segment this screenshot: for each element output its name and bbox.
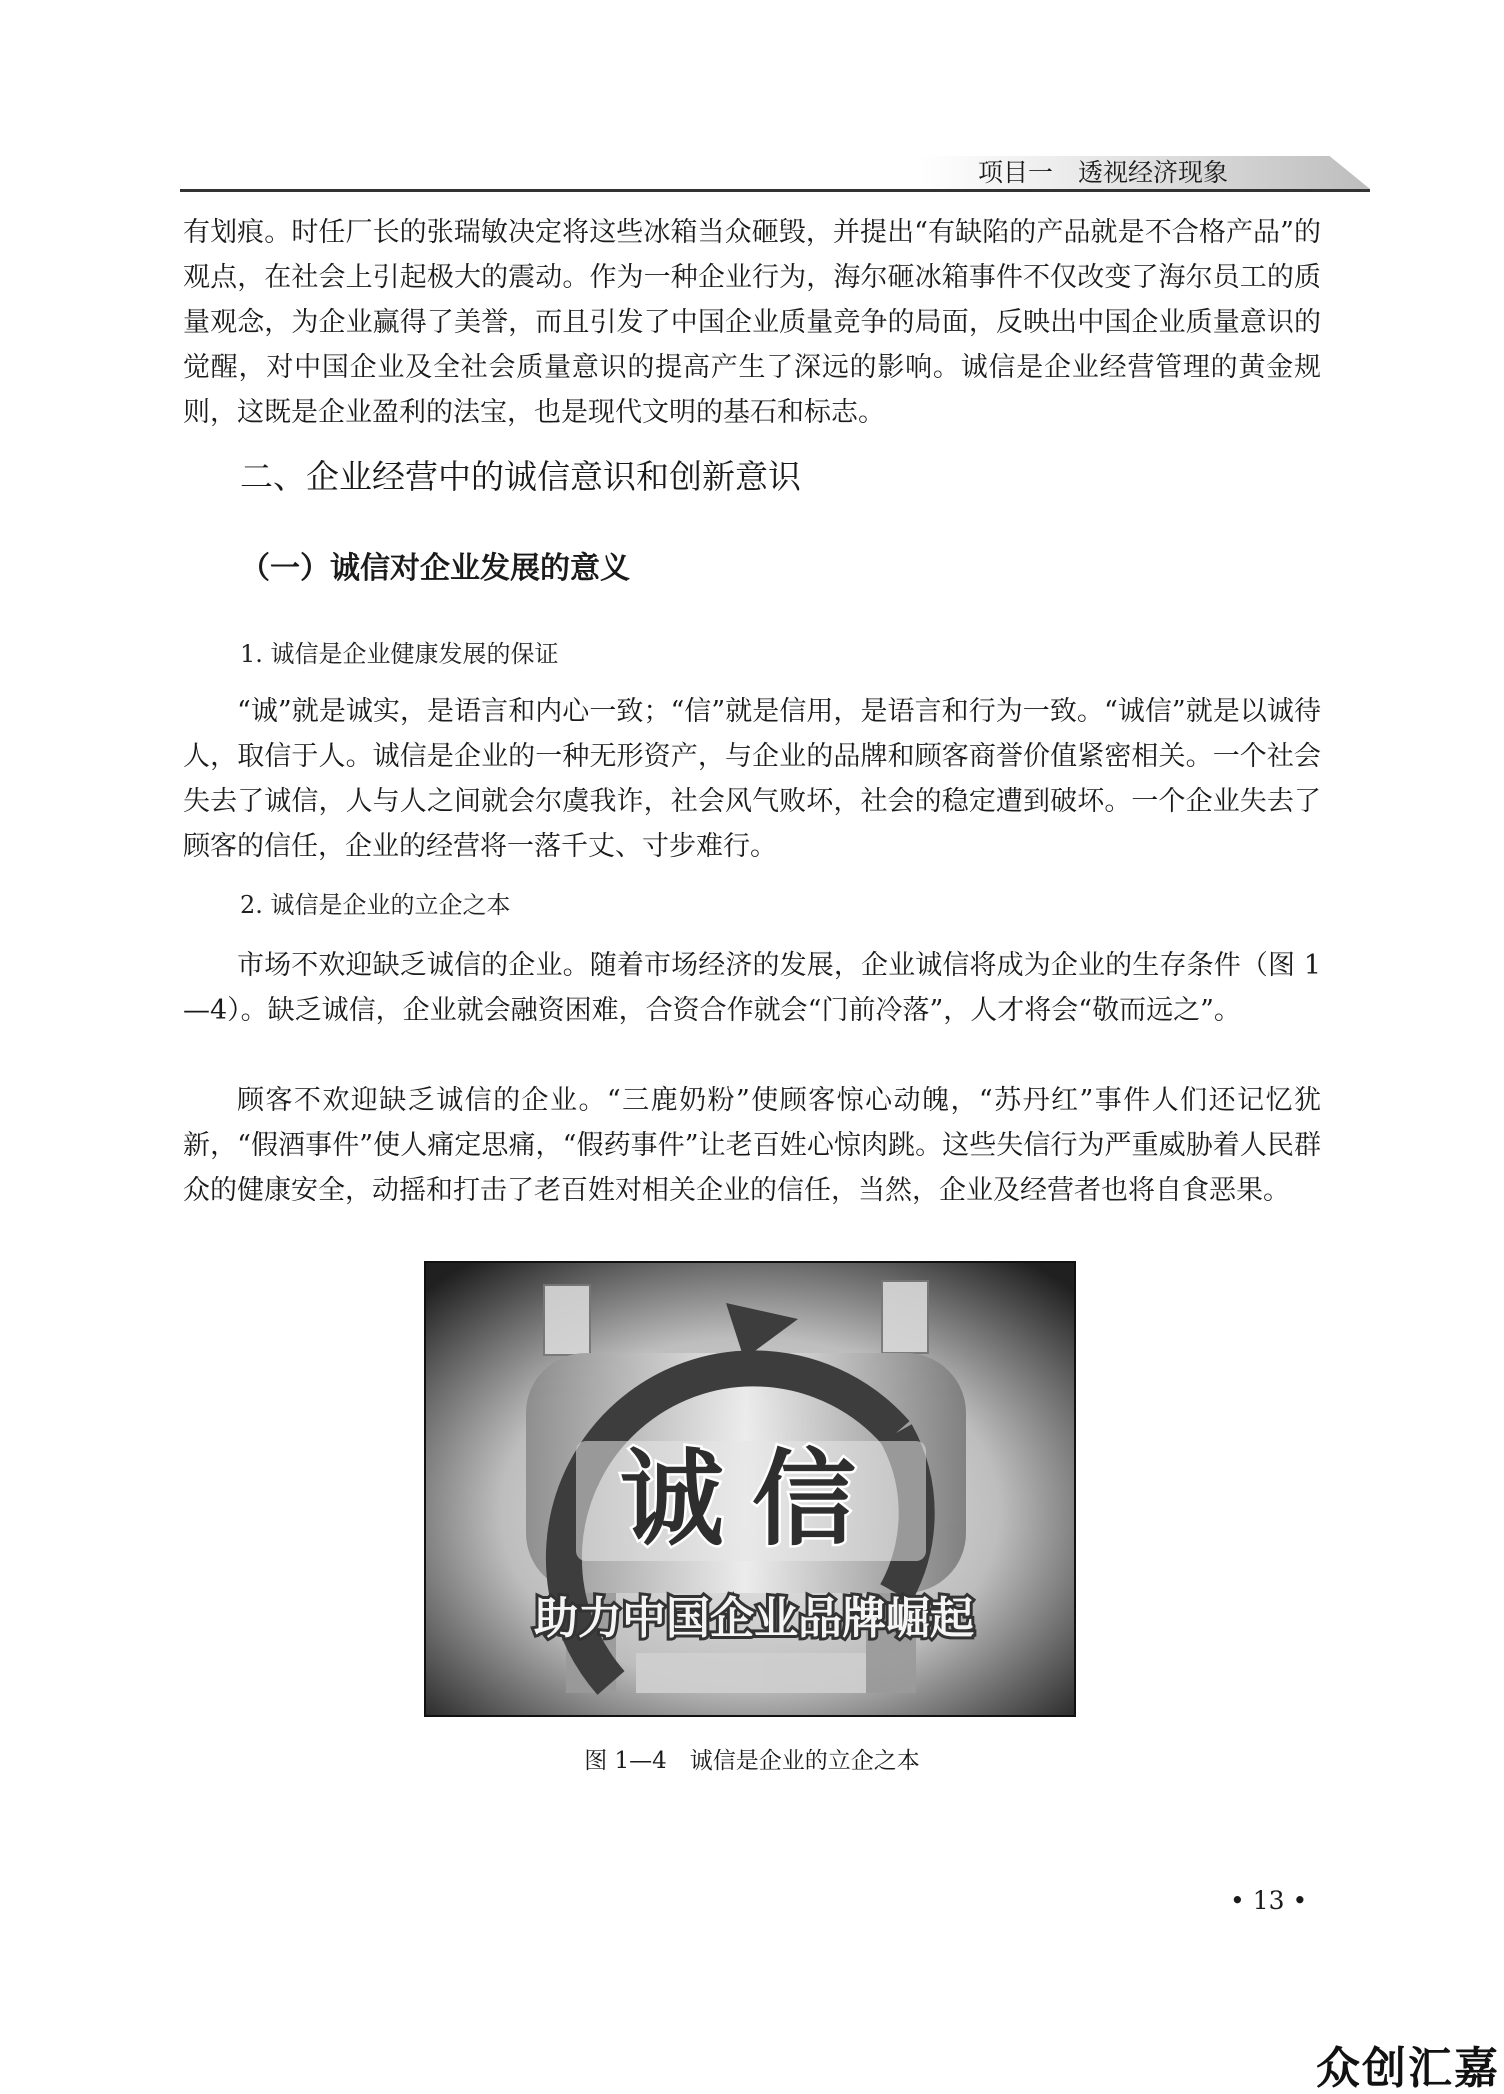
watermark-text: 众创汇嘉	[1316, 2043, 1500, 2094]
paragraph-integrity-definition: “诚”就是诚实，是语言和内心一致；“信”就是信用，是语言和行为一致。“诚信”就是以诚待人，取信于人。诚信是企业的一种无形资产，与企业的品牌和顾客商誉价值紧密相关。一个社会失去了诚信，人与人之间就会尔虞我诈，社会风气败坏，社会的稳定遭到破坏。一个企业失去了顾客的信任，企业的经营将一落千丈、寸步难行。	[183, 696, 1321, 862]
subsection-heading: （一）诚信对企业发展的意义	[240, 551, 630, 586]
page-number: • 13 •	[1230, 1886, 1308, 1915]
poster-illustration	[426, 1263, 1074, 1715]
figure-integrity-poster	[424, 1261, 1076, 1717]
item-heading-2: 2. 诚信是企业的立企之本	[240, 891, 511, 919]
paragraph-customers: 顾客不欢迎缺乏诚信的企业。“三鹿奶粉”使顾客惊心动魄，“苏丹红”事件人们还记忆犹新，“假酒事件”使人痛定思痛，“假药事件”让老百姓心惊肉跳。这些失信行为严重威胁着人民群众的健康安全，动摇和打击了老百姓对相关企业的信任，当然，企业及经营者也将自食恶果。	[183, 1085, 1321, 1206]
poster-main-text: 诚信	[619, 1438, 885, 1560]
header-rule	[180, 189, 1370, 192]
section-heading: 二、企业经营中的诚信意识和创新意识	[240, 457, 801, 496]
poster-slogan: 助力中国企业品牌崛起	[534, 1593, 974, 1644]
running-header	[180, 156, 1370, 192]
item-heading-1: 1. 诚信是企业健康发展的保证	[240, 640, 559, 668]
paragraph-market: 市场不欢迎缺乏诚信的企业。随着市场经济的发展，企业诚信将成为企业的生存条件（图 1—4）。缺乏诚信，企业就会融资困难，合资合作就会“门前冷落”，人才将会“敬而远之”。	[183, 950, 1321, 1026]
paragraph-haier: 有划痕。时任厂长的张瑞敏决定将这些冰箱当众砸毁，并提出“有缺陷的产品就是不合格产品”的观点，在社会上引起极大的震动。作为一种企业行为，海尔砸冰箱事件不仅改变了海尔员工的质量观念，为企业赢得了美誉，而且引发了中国企业质量竞争的局面，反映出中国企业质量意识的觉醒，对中国企业及全社会质量意识的提高产生了深远的影响。诚信是企业经营管理的黄金规则，这既是企业盈利的法宝，也是现代文明的基石和标志。	[183, 217, 1321, 428]
figure-caption: 图 1—4 诚信是企业的立企之本	[584, 1748, 920, 1774]
header-title: 项目一 透视经济现象	[977, 158, 1228, 187]
